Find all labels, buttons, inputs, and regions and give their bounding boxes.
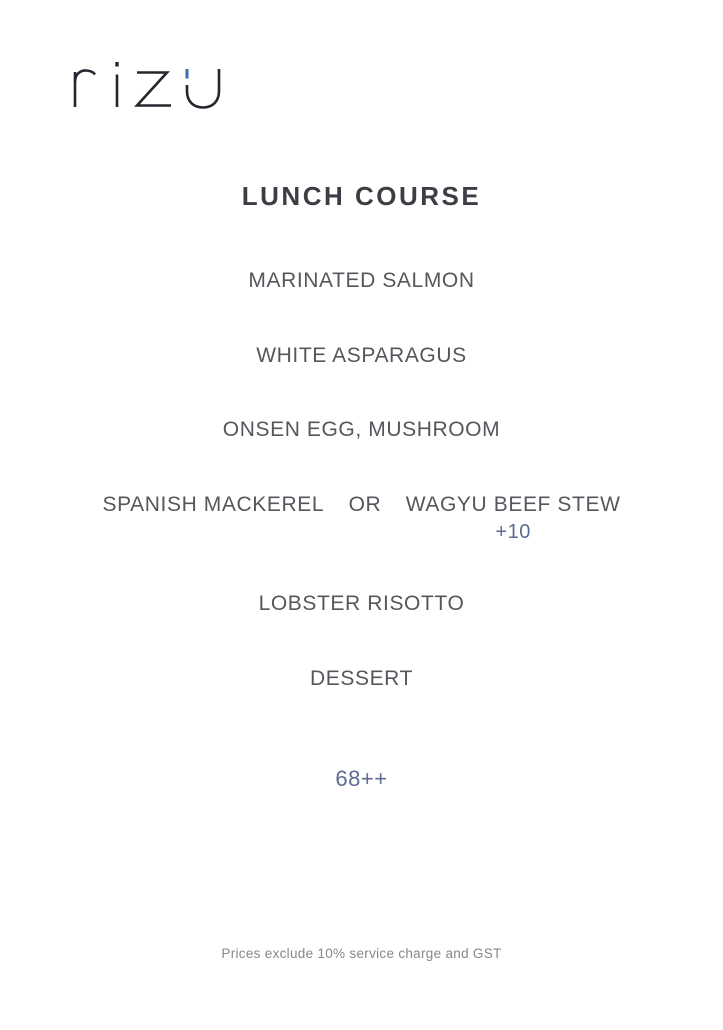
logo-letter-z (137, 73, 171, 106)
choice-option-spanish-mackerel: SPANISH MACKEREL (102, 493, 325, 516)
course-item-lobster-risotto: LOBSTER RISOTTO (258, 592, 465, 615)
course-item-onsen-egg-mushroom: ONSEN EGG, MUSHROOM (222, 418, 501, 441)
course-price: 68++ (335, 766, 388, 791)
course-item-white-asparagus: WHITE ASPARAGUS (256, 344, 467, 367)
choice-or-separator: OR (348, 493, 382, 516)
rizu-logo-icon (70, 57, 222, 111)
choice-option-wagyu-label: WAGYU BEEF STEW (405, 493, 621, 516)
menu-title: LUNCH COURSE (241, 181, 482, 211)
logo-letter-r-hook (75, 70, 95, 82)
main-course-choice-row (103, 492, 621, 544)
choice-option-wagyu-beef-stew (406, 492, 621, 544)
rizu-logo (70, 57, 222, 111)
course-item-dessert: DESSERT (309, 667, 413, 690)
logo-letter-u-body (187, 69, 219, 108)
footer-note: Prices exclude 10% service charge and GST (221, 946, 502, 961)
course-item-marinated-salmon: MARINATED SALMON (248, 269, 475, 292)
supplement-price: +10 (495, 521, 531, 544)
